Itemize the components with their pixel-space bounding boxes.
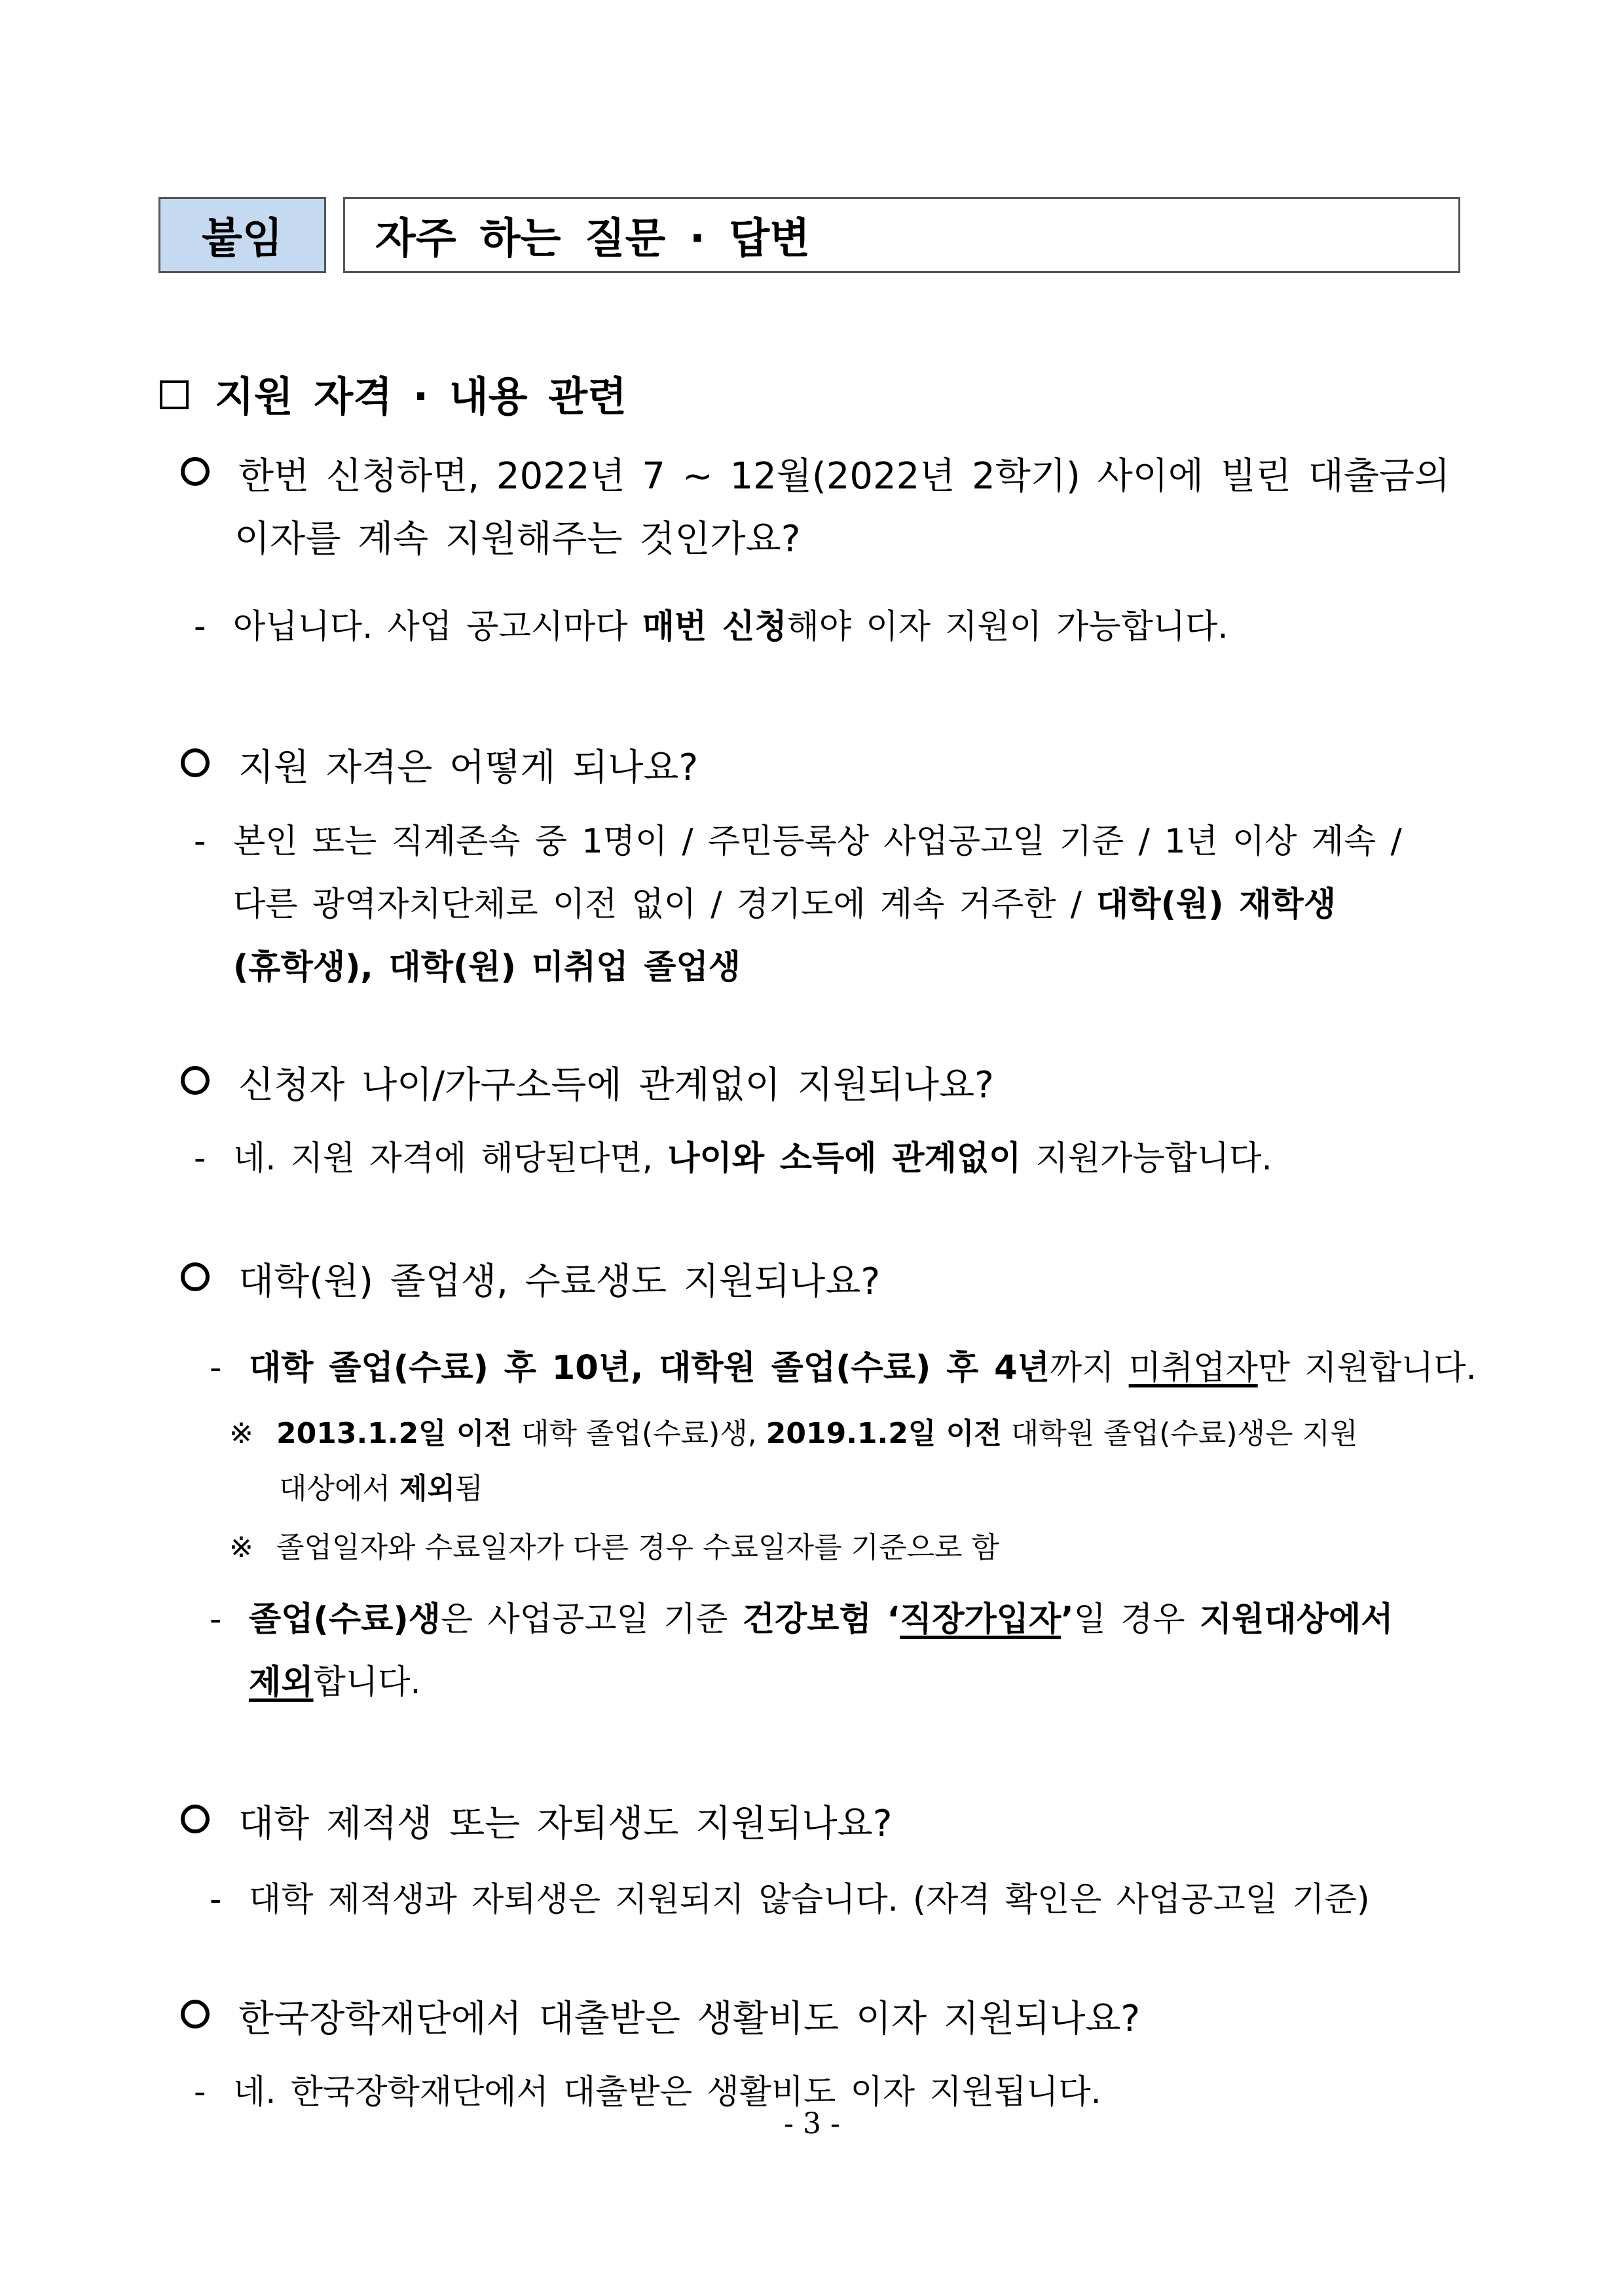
answer-5-underlined: 직장가입자 (899, 1600, 1061, 1639)
reference-mark: ※ (229, 1531, 253, 1564)
page-title: 자주 하는 질문 · 답변 (343, 197, 1460, 273)
circle-bullet-icon (181, 1262, 210, 1291)
answer-6 (210, 1869, 1493, 1932)
section-heading-text: 지원 자격 · 내용 관련 (215, 373, 627, 420)
question-3 (181, 1054, 1464, 1117)
answer-2-line-2-emphasis: 대학(원) 재학생 (1096, 885, 1337, 924)
answer-3-emphasis: 나이와 소득에 관계없이 (667, 1139, 1022, 1178)
dash-bullet: - (194, 822, 206, 861)
note-1-line-2-end: 됨 (455, 1472, 483, 1505)
question-2 (181, 737, 1464, 799)
answer-1-text-end: 해야 이자 지원이 가능합니다. (786, 608, 1228, 646)
answer-2-line-2 (194, 873, 1477, 936)
reference-mark: ※ (229, 1417, 253, 1450)
answer-7-text: 네. 한국장학재단에서 대출받은 생활비도 이자 지원됩니다. (233, 2073, 1101, 2112)
note-1-date-1: 2013.1.2일 이전 (276, 1417, 512, 1450)
question-5 (181, 1793, 1464, 1856)
note-1 (229, 1406, 1473, 1516)
note-1-text-2: 대학원 졸업(수료)생은 지원 (1001, 1417, 1358, 1450)
answer-4-text-end: 만 지원합니다. (1257, 1349, 1477, 1387)
answer-5-text-2: 일 경우 (1073, 1600, 1200, 1639)
answer-5-emphasis-2: 건강보험 ‘ (742, 1600, 900, 1639)
answer-5-quote-close: ’ (1061, 1600, 1074, 1639)
note-2-text: 졸업일자와 수료일자가 다른 경우 수료일자를 기준으로 함 (276, 1531, 1000, 1564)
answer-5-text-1: 은 사업공고일 기준 (440, 1600, 743, 1639)
checkbox-square-icon (160, 380, 189, 409)
answer-5-line-2-underlined: 제외 (249, 1663, 314, 1702)
attachment-label: 붙임 (158, 197, 326, 273)
question-4 (181, 1251, 1464, 1313)
answer-1-emphasis: 매번 신청 (642, 608, 787, 646)
answer-5 (210, 1588, 1493, 1714)
dash-bullet: - (194, 2073, 206, 2112)
note-1-text-1: 대학 졸업(수료)생, (511, 1417, 766, 1450)
dash-bullet: - (210, 1881, 222, 1919)
question-1-line-1: 한번 신청하면, 2022년 7 ~ 12월(2022년 2학기) 사이에 빌린 대출금의 (238, 455, 1450, 498)
answer-1 (194, 596, 1477, 659)
circle-bullet-icon (181, 1805, 210, 1833)
answer-4 (210, 1337, 1493, 1400)
answer-1-text: 아닙니다. 사업 공고시마다 (233, 608, 642, 646)
answer-5-emphasis-3: 지원대상에서 (1199, 1600, 1393, 1639)
section-heading (160, 364, 627, 422)
dash-bullet: - (194, 608, 206, 646)
note-1-line-2 (229, 1461, 1473, 1516)
circle-bullet-icon (181, 457, 210, 486)
answer-2-line-1: 본인 또는 직계존속 중 1명이 / 주민등록상 사업공고일 기준 / 1년 이상 계속 / (233, 822, 1402, 861)
note-1-line-2-text: 대상에서 (279, 1472, 400, 1505)
answer-2 (194, 811, 1477, 999)
dash-bullet: - (194, 1139, 206, 1178)
answer-4-text: 까지 (1049, 1349, 1129, 1387)
page-number: - 3 - (784, 2107, 840, 2140)
question-5-text: 대학 제적생 또는 자퇴생도 지원되나요? (238, 1803, 893, 1845)
answer-2-line-3: (휴학생), 대학(원) 미취업 졸업생 (233, 948, 741, 987)
dash-bullet: - (210, 1349, 222, 1387)
answer-6-text: 대학 제적생과 자퇴생은 지원되지 않습니다. (자격 확인은 사업공고일 기준) (249, 1881, 1370, 1919)
circle-bullet-icon (181, 2000, 210, 2029)
circle-bullet-icon (181, 748, 210, 777)
question-6-text: 한국장학재단에서 대출받은 생활비도 이자 지원되나요? (238, 1998, 1141, 2040)
answer-5-emphasis-1: 졸업(수료)생 (249, 1600, 441, 1639)
note-1-line-2-emphasis: 제외 (399, 1472, 456, 1505)
question-2-text: 지원 자격은 어떻게 되나요? (238, 746, 699, 789)
question-6 (181, 1988, 1464, 2051)
question-3-text: 신청자 나이/가구소득에 관계없이 지원되나요? (238, 1064, 994, 1107)
question-4-text: 대학(원) 졸업생, 수료생도 지원되나요? (238, 1260, 881, 1303)
answer-2-line-2-text: 다른 광역자치단체로 이전 없이 / 경기도에 계속 거주한 / (233, 885, 1097, 924)
circle-bullet-icon (181, 1066, 210, 1095)
question-1-line-2: 이자를 계속 지원해주는 것인가요? (234, 518, 801, 560)
answer-4-underlined: 미취업자 (1128, 1349, 1258, 1387)
answer-5-line-2 (210, 1651, 1493, 1714)
note-1-date-2: 2019.1.2일 이전 (766, 1417, 1002, 1450)
note-2 (229, 1520, 1473, 1575)
answer-5-line-2-text: 합니다. (313, 1663, 421, 1702)
question-1 (181, 445, 1464, 571)
answer-3 (194, 1128, 1477, 1190)
answer-3-text: 네. 지원 자격에 해당된다면, (233, 1139, 668, 1178)
answer-3-text-end: 지원가능합니다. (1021, 1139, 1272, 1178)
dash-bullet: - (210, 1600, 222, 1639)
answer-4-emphasis: 대학 졸업(수료) 후 10년, 대학원 졸업(수료) 후 4년 (249, 1349, 1050, 1387)
